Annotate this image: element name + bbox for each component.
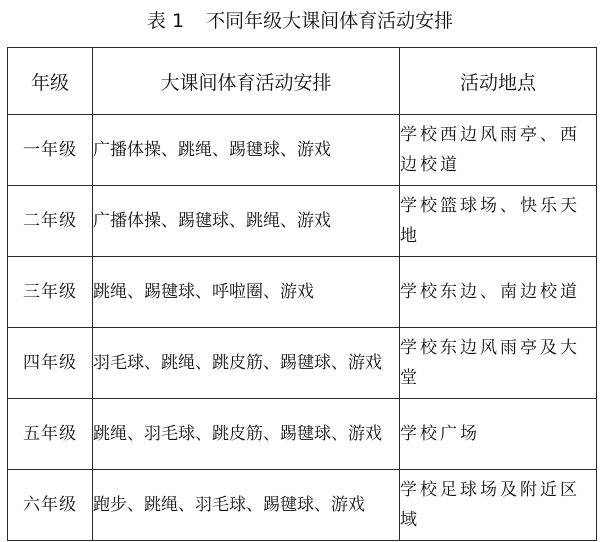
activities-cell: 跳绳、羽毛球、跳皮筋、踢毽球、游戏 (93, 399, 400, 470)
location-cell: 学校广场 (400, 399, 597, 470)
activities-cell: 跳绳、踢毽球、呼啦圈、游戏 (93, 257, 400, 328)
activities-cell: 羽毛球、跳绳、跳皮筋、踢毽球、游戏 (93, 328, 400, 399)
header-row (8, 48, 597, 115)
grade-cell: 一年级 (8, 115, 93, 186)
activities-cell: 广播体操、踢毽球、跳绳、游戏 (93, 186, 400, 257)
table-row (8, 257, 597, 328)
table-caption (0, 4, 600, 38)
location-cell: 学校东边、南边校道 (400, 257, 597, 328)
table-row (8, 399, 597, 470)
location-cell: 学校足球场及附近区域 (400, 470, 597, 541)
grade-cell: 五年级 (8, 399, 93, 470)
header-location: 活动地点 (400, 48, 597, 115)
table-row (8, 115, 597, 186)
table-row (8, 470, 597, 541)
table-row (8, 186, 597, 257)
grade-cell: 四年级 (8, 328, 93, 399)
activities-cell: 广播体操、跳绳、踢毽球、游戏 (93, 115, 400, 186)
activities-cell: 跑步、跳绳、羽毛球、踢毽球、游戏 (93, 470, 400, 541)
grade-cell: 二年级 (8, 186, 93, 257)
table-title: 不同年级大课间体育活动安排 (206, 10, 454, 32)
grade-cell: 三年级 (8, 257, 93, 328)
table-number: 表 1 (146, 10, 185, 32)
location-cell: 学校篮球场、快乐天地 (400, 186, 597, 257)
header-activities: 大课间体育活动安排 (93, 48, 400, 115)
activity-schedule-table (7, 47, 597, 541)
location-cell: 学校东边风雨亭及大堂 (400, 328, 597, 399)
table-row (8, 328, 597, 399)
location-cell: 学校西边风雨亭、西边校道 (400, 115, 597, 186)
grade-cell: 六年级 (8, 470, 93, 541)
header-grade: 年级 (8, 48, 93, 115)
